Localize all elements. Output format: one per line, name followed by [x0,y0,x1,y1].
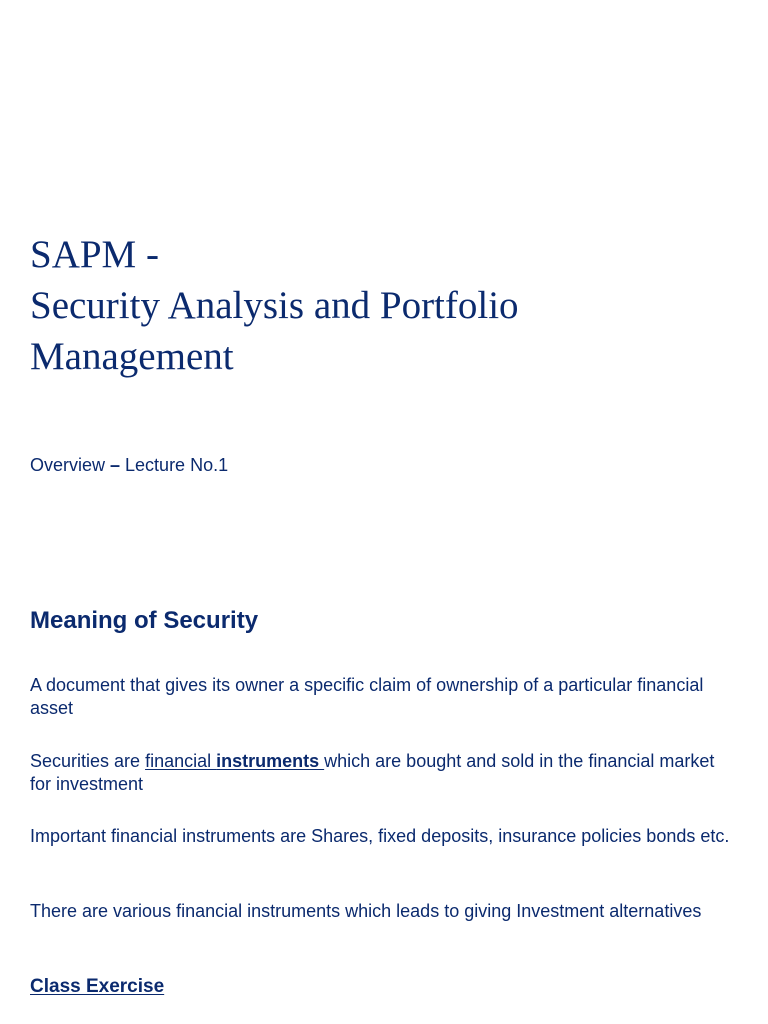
link-text-financial: financial [145,751,217,771]
subtitle-before: Overview [30,455,111,475]
paragraph-alternatives: There are various financial instruments which leads to giving Investment alternatives [30,901,702,921]
title-line-2: Security Analysis and Portfolio [30,284,519,327]
subtitle-dash: – [110,455,121,475]
link-text-instruments: instruments [216,751,325,771]
title-line-3: Management [30,335,234,378]
paragraph-securities [30,750,730,796]
paragraph-instruments: Important financial instruments are Shares, fixed deposits, insurance policies bonds etc. [30,826,730,846]
document-title [30,229,750,382]
lecture-subtitle [30,454,228,476]
subtitle-after: Lecture No.1 [120,455,229,475]
paragraph-definition: A document that gives its owner a specific claim of ownership of a particular financial asset [30,675,704,718]
p2-text-after: which are bought and sold in the financial market for investment [30,751,715,794]
class-exercise-label: Class Exercise [30,976,165,997]
title-line-1: SAPM - [30,233,159,276]
section-heading: Meaning of Security [30,607,259,634]
financial-instruments-link[interactable] [145,751,324,771]
p2-text-before: Securities are [30,751,146,771]
